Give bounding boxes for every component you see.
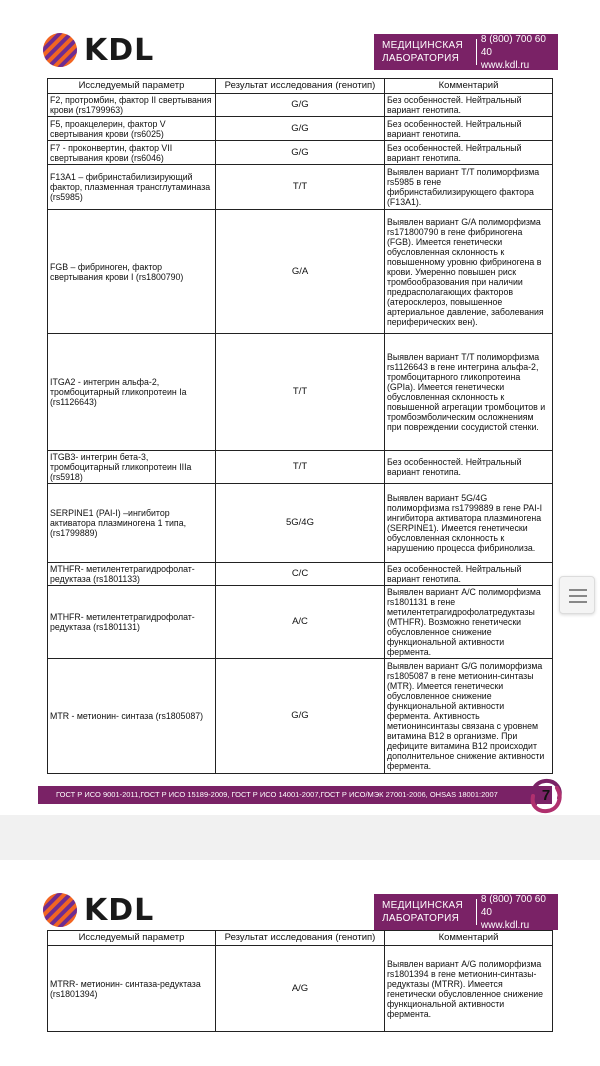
logo-text: KDL bbox=[84, 892, 155, 928]
footer-standards-bar: ГОСТ Р ИСО 9001-2011,ГОСТ Р ИСО 15189-2009, ГОСТ Р ИСО 14001-2007,ГОСТ Р ИСО/МЭК 27001-2006, OHSAS 18001:2007 bbox=[38, 786, 552, 804]
header-parameter: Исследуемый параметр bbox=[48, 931, 216, 946]
param-cell: MTR - метионин- синтаза (rs1805087) bbox=[48, 659, 216, 774]
menu-icon bbox=[569, 595, 587, 597]
result-cell: T/T bbox=[216, 165, 385, 210]
table-row bbox=[48, 334, 553, 451]
param-cell: MTHFR- метилентетрагидрофолат-редуктаза (rs1801131) bbox=[48, 586, 216, 659]
param-cell: FGB – фибриноген, фактор свертывания крови I (rs1800790) bbox=[48, 210, 216, 334]
result-cell: G/G bbox=[216, 94, 385, 117]
kdl-logo bbox=[42, 892, 154, 928]
param-cell: MTHFR- метилентетрагидрофолат-редуктаза (rs1801133) bbox=[48, 563, 216, 586]
header-result: Результат исследования (генотип) bbox=[216, 79, 385, 94]
page-gap bbox=[0, 815, 600, 860]
page-header bbox=[0, 0, 600, 78]
kdl-logo-icon bbox=[42, 892, 78, 928]
comment-cell: Без особенностей. Нейтральный вариант генотипа. bbox=[385, 117, 553, 141]
table-header-row bbox=[48, 931, 553, 946]
table-row bbox=[48, 451, 553, 484]
table-row bbox=[48, 94, 553, 117]
table-row bbox=[48, 210, 553, 334]
menu-icon bbox=[569, 589, 587, 591]
param-cell: MTRR- метионин- синтаза-редуктаза (rs1801394) bbox=[48, 946, 216, 1032]
menu-icon bbox=[569, 601, 587, 603]
table-row bbox=[48, 946, 553, 1032]
table-header-row bbox=[48, 79, 553, 94]
param-cell: SERPINE1 (PAI-I) –ингибитор активатора плазминогена 1 типа, (rs1799889) bbox=[48, 484, 216, 563]
report-page-2 bbox=[0, 860, 600, 1066]
brand-separator bbox=[476, 899, 477, 925]
page-number-badge bbox=[526, 776, 566, 816]
result-cell: G/A bbox=[216, 210, 385, 334]
logo-text: KDL bbox=[84, 32, 155, 68]
header-parameter: Исследуемый параметр bbox=[48, 79, 216, 94]
brand-tagline bbox=[374, 39, 472, 65]
comment-cell: Выявлен вариант 5G/4G полиморфизма rs1799889 в гене PAI-I ингибитора активатора плазминогена (SERPINE1). Имеется генетически обусловленная склонность к нарушению процесса фибринолиза. bbox=[385, 484, 553, 563]
brand-contacts bbox=[481, 33, 558, 72]
table-row bbox=[48, 659, 553, 774]
comment-cell: Выявлен вариант T/T полиморфизма rs1126643 в гене интегрина альфа-2, тромбоцитарного гликопротеина (GPIa). Имеется генетически обусловленная склонность к повышенной агрегации тромбоцитов и тромбоэмболическим осложнениям при повреждении сосудистой стенки. bbox=[385, 334, 553, 451]
result-cell: G/G bbox=[216, 117, 385, 141]
param-cell: F13A1 – фибринстабилизирующий фактор, плазменная трансглутаминаза (rs5985) bbox=[48, 165, 216, 210]
brand-tagline bbox=[374, 899, 472, 925]
header-comment: Комментарий bbox=[385, 79, 553, 94]
results-table bbox=[47, 930, 553, 1032]
comment-cell: Выявлен вариант A/C полиморфизма rs1801131 в гене метилентетрагидрофолатредуктазы (MTHFR). Возможно генетически обусловленное снижение функциональной активности фермента. bbox=[385, 586, 553, 659]
table-row bbox=[48, 586, 553, 659]
header-comment: Комментарий bbox=[385, 931, 553, 946]
table-row bbox=[48, 141, 553, 165]
tagline-line-1: МЕДИЦИНСКАЯ bbox=[382, 40, 464, 51]
website-link[interactable]: www.kdl.ru bbox=[480, 919, 530, 931]
page-header bbox=[0, 860, 600, 938]
tagline-line-1: МЕДИЦИНСКАЯ bbox=[382, 900, 464, 911]
floating-menu-button[interactable] bbox=[559, 576, 595, 614]
comment-cell: Выявлен вариант G/G полиморфизма rs1805087 в гене метионин-синтазы (MTR). Имеется генетически обусловленное снижение функциональной активности фермента. Активность метионинсинтазы связана с уровнем витамина B12 в организме. При дефиците витамина B12 происходит дополнительное снижение активности фермента. bbox=[385, 659, 553, 774]
tagline-line-2: ЛАБОРАТОРИЯ bbox=[382, 53, 460, 64]
param-cell: ITGA2 - интегрин альфа-2, тромбоцитарный гликопротеин Ia (rs1126643) bbox=[48, 334, 216, 451]
comment-cell: Без особенностей. Нейтральный вариант генотипа. bbox=[385, 451, 553, 484]
param-cell: ITGB3- интегрин бета-3, тромбоцитарный гликопротеин IIIa (rs5918) bbox=[48, 451, 216, 484]
result-cell: G/G bbox=[216, 141, 385, 165]
result-cell: 5G/4G bbox=[216, 484, 385, 563]
table-row bbox=[48, 563, 553, 586]
comment-cell: Выявлен вариант T/T полиморфизма rs5985 в гене фибринстабилизирующего фактора (F13A1). bbox=[385, 165, 553, 210]
page-number: 7 bbox=[541, 787, 551, 804]
brand-contact-box bbox=[374, 34, 558, 70]
result-cell: C/C bbox=[216, 563, 385, 586]
param-cell: F2, протромбин, фактор II свертывания крови (rs1799963) bbox=[48, 94, 216, 117]
kdl-logo bbox=[42, 32, 154, 68]
result-cell: G/G bbox=[216, 659, 385, 774]
comment-cell: Без особенностей. Нейтральный вариант генотипа. bbox=[385, 94, 553, 117]
comment-cell: Выявлен вариант G/A полиморфизма rs171800790 в гене фибриногена (FGB). Имеется генетически обусловленная склонность к повышенному уровню фибриногена в крови. Умеренно повышен риск тромбообразования при наличии предрасполагающих факторов (атеросклероз, повышенное артериальное давление, заболевания периферических вен). bbox=[385, 210, 553, 334]
brand-separator bbox=[476, 39, 477, 65]
result-cell: A/G bbox=[216, 946, 385, 1032]
result-cell: A/C bbox=[216, 586, 385, 659]
comment-cell: Без особенностей. Нейтральный вариант генотипа. bbox=[385, 563, 553, 586]
results-table bbox=[47, 78, 553, 774]
table-row bbox=[48, 165, 553, 210]
table-row bbox=[48, 117, 553, 141]
phone-number[interactable]: 8 (800) 700 60 40 bbox=[480, 33, 546, 58]
header-result: Результат исследования (генотип) bbox=[216, 931, 385, 946]
param-cell: F7 - проконвертин, фактор VII свертывания крови (rs6046) bbox=[48, 141, 216, 165]
phone-number[interactable]: 8 (800) 700 60 40 bbox=[480, 893, 546, 918]
param-cell: F5, проакцелерин, фактор V свертывания крови (rs6025) bbox=[48, 117, 216, 141]
tagline-line-2: ЛАБОРАТОРИЯ bbox=[382, 913, 460, 924]
brand-contact-box bbox=[374, 894, 558, 930]
comment-cell: Выявлен вариант A/G полиморфизма rs1801394 в гене метионин-синтазы-редуктазы (MTRR). Имеется генетически обусловленное снижение функциональной активности фермента. bbox=[385, 946, 553, 1032]
kdl-logo-icon bbox=[42, 32, 78, 68]
brand-contacts bbox=[481, 893, 558, 932]
result-cell: T/T bbox=[216, 334, 385, 451]
website-link[interactable]: www.kdl.ru bbox=[480, 59, 530, 71]
comment-cell: Без особенностей. Нейтральный вариант генотипа. bbox=[385, 141, 553, 165]
result-cell: T/T bbox=[216, 451, 385, 484]
table-row bbox=[48, 484, 553, 563]
